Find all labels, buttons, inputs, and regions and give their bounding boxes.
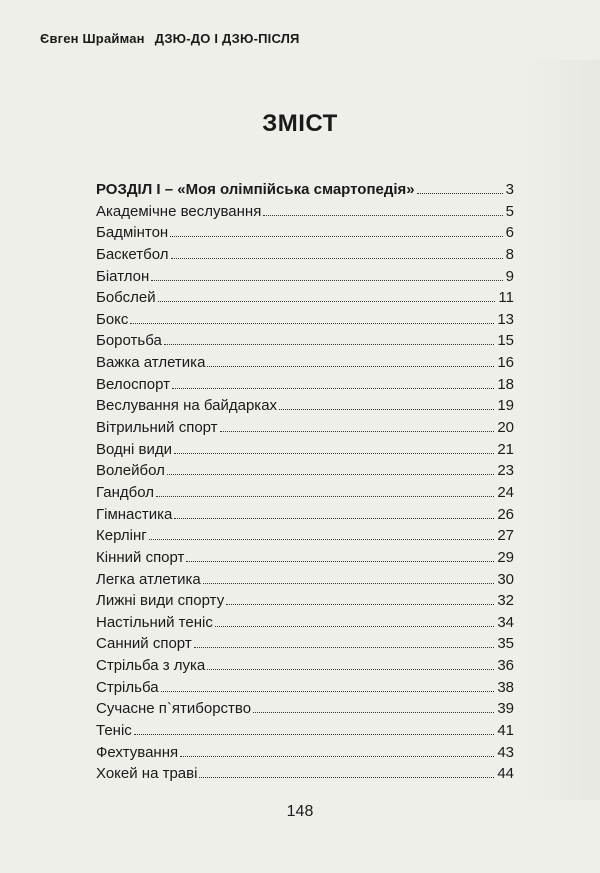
dot-leader [253, 712, 494, 713]
dot-leader [134, 734, 495, 735]
toc-row [96, 720, 514, 742]
toc-row [96, 504, 514, 526]
toc-list [96, 179, 514, 785]
toc-entry-page: 30 [497, 570, 514, 588]
toc-entry-page: 9 [505, 267, 514, 285]
dot-leader [220, 431, 495, 432]
toc-entry-label: Бадмінтон [96, 224, 169, 242]
toc-entry-page: 41 [497, 722, 514, 740]
toc-entry-page: 8 [505, 245, 514, 263]
header-book-title: ДЗЮ-ДО І ДЗЮ-ПІСЛЯ [154, 31, 300, 46]
toc-row [96, 677, 514, 699]
dot-leader [180, 756, 494, 757]
toc-entry-page: 21 [497, 440, 514, 458]
toc-entry-label: Бобслей [96, 289, 156, 307]
toc-title: ЗМІСТ [262, 110, 338, 137]
toc-entry-label: Важка атлетика [96, 354, 206, 372]
toc-entry-page: 19 [497, 397, 514, 415]
dot-leader [207, 669, 494, 670]
toc-entry-label: РОЗДІЛ І – «Моя олімпійська смартопедія» [96, 181, 415, 198]
toc-entry-label: Настільний теніс [96, 613, 213, 631]
toc-entry-page: 16 [497, 354, 514, 372]
toc-entry-label: Гандбол [96, 483, 155, 501]
toc-entry-label: Веслування на байдарках [96, 397, 278, 415]
toc-entry-page: 44 [497, 765, 514, 783]
page-number: 148 [286, 803, 314, 820]
dot-leader [158, 301, 496, 302]
toc-entry-page: 24 [497, 483, 514, 501]
toc-entry-label: Біатлон [96, 267, 150, 285]
toc-entry-label: Стрільба [96, 678, 159, 696]
dot-leader [171, 258, 503, 259]
toc-entry-label: Академічне веслування [96, 202, 262, 220]
toc-entry-label: Кінний спорт [96, 548, 185, 566]
toc-entry-page: 18 [497, 375, 514, 393]
toc-entry-label: Гімнастика [96, 505, 173, 523]
toc-entry-label: Хокей на траві [96, 765, 198, 783]
toc-entry-label: Водні види [96, 440, 173, 458]
toc-row [96, 374, 514, 396]
toc-entry-label: Легка атлетика [96, 570, 201, 588]
dot-leader [226, 604, 494, 605]
toc-entry-page: 20 [497, 419, 514, 437]
toc-entry-page: 11 [498, 289, 514, 307]
toc-row [96, 244, 514, 266]
toc-entry-page: 5 [505, 202, 514, 220]
toc-entry-label: Велоспорт [96, 375, 170, 393]
toc-row [96, 266, 514, 288]
dot-leader [417, 193, 503, 194]
toc-entry-page: 15 [497, 332, 514, 350]
running-head [40, 31, 300, 46]
dot-leader [203, 583, 495, 584]
dot-leader [172, 388, 494, 389]
toc-row [96, 417, 514, 439]
dot-leader [207, 366, 494, 367]
toc-entry-label: Баскетбол [96, 245, 169, 263]
toc-entry-page: 6 [505, 224, 514, 242]
toc-entry-page: 29 [497, 548, 514, 566]
dot-leader [151, 280, 502, 281]
toc-entry-page: 27 [497, 527, 514, 545]
toc-row [96, 309, 514, 331]
toc-row [96, 222, 514, 244]
toc-entry-page: 43 [497, 743, 514, 761]
dot-leader [164, 344, 494, 345]
toc-row [96, 482, 514, 504]
dot-leader [199, 777, 494, 778]
toc-row [96, 763, 514, 785]
toc-entry-label: Фехтування [96, 743, 179, 761]
dot-leader [156, 496, 494, 497]
toc-row [96, 612, 514, 634]
dot-leader [215, 626, 494, 627]
toc-row [96, 655, 514, 677]
dot-leader [279, 409, 494, 410]
dot-leader [174, 453, 494, 454]
toc-row [96, 525, 514, 547]
dot-leader [263, 215, 502, 216]
toc-row [96, 547, 514, 569]
toc-entry-label: Теніс [96, 722, 132, 740]
toc-row [96, 698, 514, 720]
toc-row [96, 742, 514, 764]
toc-row [96, 439, 514, 461]
header-author: Євген Шрайман [40, 31, 145, 46]
toc-entry-page: 23 [497, 462, 514, 480]
toc-entry-page: 26 [497, 505, 514, 523]
toc-section-row [96, 179, 514, 201]
toc-entry-page: 34 [497, 613, 514, 631]
dot-leader [194, 647, 495, 648]
toc-entry-label: Лижні види спорту [96, 592, 225, 610]
toc-entry-page: 35 [497, 635, 514, 653]
toc-entry-page: 32 [497, 592, 514, 610]
toc-entry-page: 3 [505, 181, 514, 198]
toc-row [96, 352, 514, 374]
toc-entry-label: Бокс [96, 310, 129, 328]
toc-entry-page: 38 [497, 678, 514, 696]
toc-row [96, 395, 514, 417]
toc-entry-label: Санний спорт [96, 635, 192, 653]
dot-leader [167, 474, 494, 475]
toc-entry-label: Вітрильний спорт [96, 419, 218, 437]
dot-leader [170, 236, 502, 237]
toc-entry-label: Волейбол [96, 462, 165, 480]
toc-row [96, 330, 514, 352]
toc-entry-page: 39 [497, 700, 514, 718]
toc-entry-label: Боротьба [96, 332, 162, 350]
toc-row [96, 460, 514, 482]
toc-row [96, 201, 514, 223]
toc-row [96, 590, 514, 612]
bleed-through-shadow [520, 60, 600, 800]
dot-leader [149, 539, 495, 540]
toc-entry-label: Керлінг [96, 527, 147, 545]
dot-leader [186, 561, 494, 562]
toc-row [96, 633, 514, 655]
toc-entry-page: 36 [497, 657, 514, 675]
toc-row [96, 287, 514, 309]
toc-entry-label: Стрільба з лука [96, 657, 206, 675]
dot-leader [130, 323, 494, 324]
toc-entry-page: 13 [497, 310, 514, 328]
dot-leader [161, 691, 495, 692]
dot-leader [174, 518, 494, 519]
toc-row [96, 569, 514, 591]
toc-entry-label: Сучасне п`ятиборство [96, 700, 252, 718]
